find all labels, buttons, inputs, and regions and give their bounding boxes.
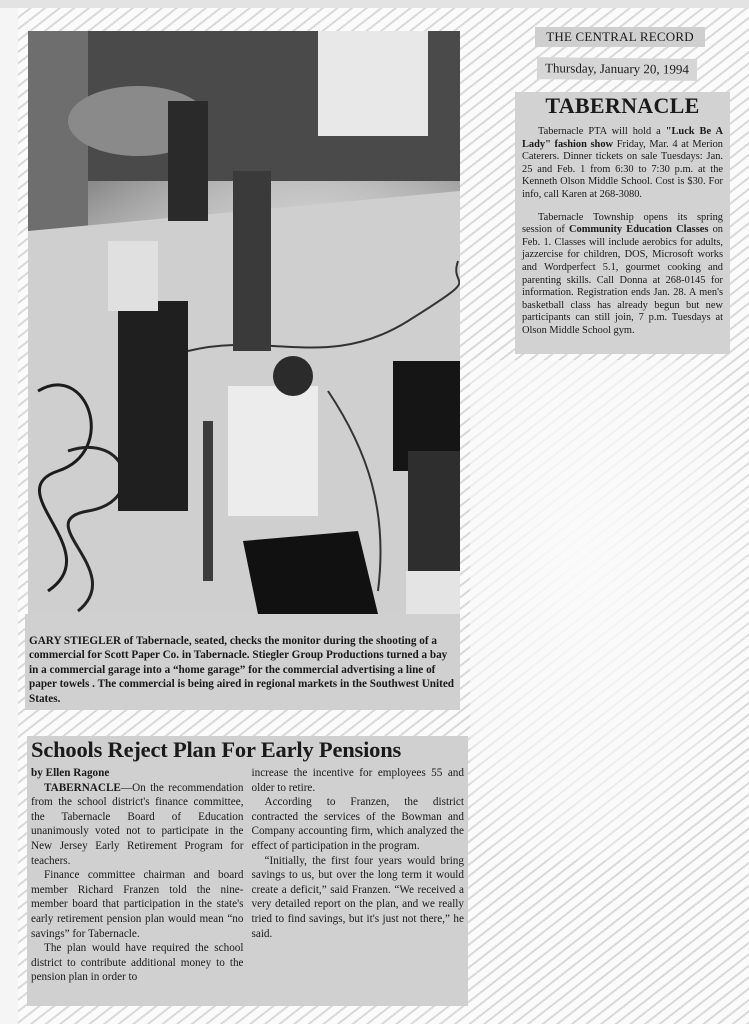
article-paragraph: The plan would have required the school district to contribute additional money to the pension plan in order to xyxy=(31,942,244,984)
photo-seated-man xyxy=(228,386,318,516)
paragraph-text: Tabernacle PTA will hold a xyxy=(538,126,666,137)
photo-white-backdrop xyxy=(318,31,428,136)
event-name: "Luck Be A Lady" fashion show xyxy=(522,126,723,150)
photo-box xyxy=(406,571,460,614)
scan-left-edge xyxy=(0,8,18,1024)
photo-seated-man-head xyxy=(273,356,313,396)
article-byline: by Ellen Ragone xyxy=(31,767,110,779)
article-paragraph xyxy=(31,781,244,869)
paragraph-text: —On the recommendation from the school district's finance committee, the Tabernacle Board of Education unanimously voted not to participate in the New Jersey Early Retirement Program for teachers. xyxy=(31,781,244,867)
article-headline: Schools Reject Plan For Early Pensions xyxy=(31,737,402,762)
photo-caption-clipping xyxy=(25,614,460,710)
community-education-paragraph xyxy=(522,212,723,338)
newspaper-masthead: THE CENTRAL RECORD xyxy=(535,27,705,47)
photo-camera-operator xyxy=(168,101,208,221)
photo-standing-person xyxy=(233,171,271,351)
article-paragraph: According to Franzen, the district contracted the services of the Bowman and Company accounting firm, which analyzed the effect of participation in the program. xyxy=(251,796,464,852)
tabernacle-brief-clipping xyxy=(515,92,730,354)
article-paragraph: Finance committee chairman and board member Richard Franzen told the nine-member board that participation in the state's early retirement pension plan would mean “no savings” for Tabernacle. xyxy=(31,869,244,940)
background-highlight xyxy=(470,360,749,860)
article-paragraph: increase the incentive for employees 55 and older to retire. xyxy=(251,767,464,794)
photo-crouching-person xyxy=(108,241,158,311)
paragraph-text: Friday, Mar. 4 at Merion Caterers. Dinner tickets on sale Tuesdays: Jan. 25 and Feb. 1 from 6:30 to 7:30 p.m. at the Kenneth Olson Middle School. Cost is $30. For info, call Karen at 268-3080. xyxy=(522,138,723,200)
tabernacle-brief-title: TABERNACLE xyxy=(545,93,700,118)
publication-date: Thursday, January 20, 1994 xyxy=(537,57,697,81)
paragraph-text: Tabernacle Township opens its spring session of xyxy=(522,211,723,236)
pensions-article-clipping xyxy=(27,736,468,1006)
film-set-photo xyxy=(28,31,460,614)
photo-monitor-cart xyxy=(408,451,460,571)
photo-director-chair xyxy=(203,421,213,581)
photo-illustration xyxy=(28,31,460,614)
article-dateline: TABERNACLE xyxy=(44,781,121,794)
pta-fashion-show-paragraph xyxy=(522,126,723,202)
article-columns xyxy=(31,766,464,985)
article-column-2 xyxy=(252,766,465,985)
photo-man-in-dark-clothes xyxy=(118,301,188,511)
program-name: Community Education Classes xyxy=(569,224,709,236)
photo-caption: GARY STIEGLER of Tabernacle, seated, checks the monitor during the shooting of a commercial for Scott Paper Co. in Tabernacle. Stiegler Group Productions turned a bay in a commercial garage into a “home garage” for the commercial advertising a line of paper towels . The commercial is being aired in regional markets in the Southwest United States. xyxy=(29,635,455,705)
photo-chair-back xyxy=(243,531,378,614)
paragraph-text: on Feb. 1. Classes will include aerobics for adults, jazzercise for children, DOS, Microsoft works and Wordperfect 5.1, gourmet cooking and parenting skills. Call Donna at 268-0145 for information. Registration ends Jan. 28. A men's basketball class has already begun but new participants can still join, 7 p.m. Tuesdays at Olson Middle School gym. xyxy=(522,224,723,336)
article-paragraph: “Initially, the first four years would bring savings to us, but over the long term it would create a deficit,” said Franzen. “We received a very detailed report on the plan, and we really tried to find savings, but it's just not there,” he said. xyxy=(251,854,464,940)
article-column-1 xyxy=(31,766,244,985)
scan-top-edge xyxy=(0,0,749,8)
